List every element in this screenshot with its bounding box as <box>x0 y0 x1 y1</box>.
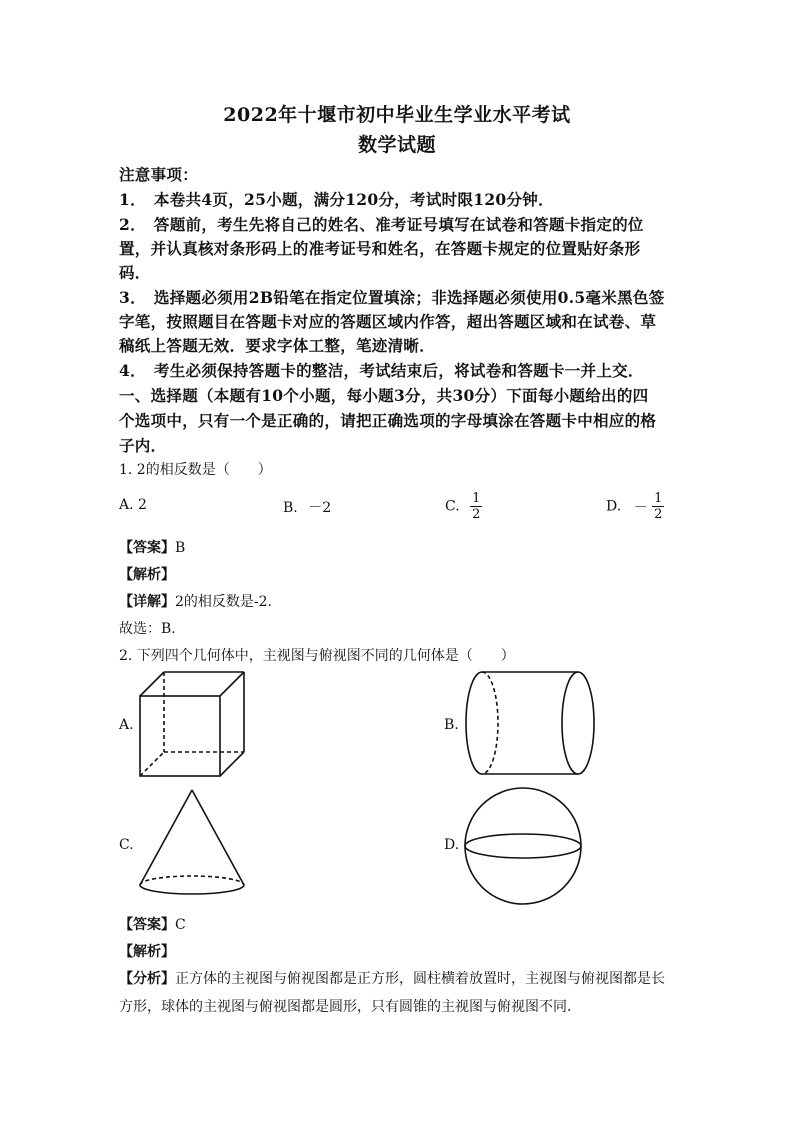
sphere-equator-front <box>465 846 581 858</box>
q1-option-c-label: C. <box>445 498 460 515</box>
q1-option-c-fraction <box>470 491 482 522</box>
q1-option-d <box>606 491 664 522</box>
fenxi-tag: 【分析】 <box>119 971 175 987</box>
q2-answer <box>119 914 186 934</box>
q1-option-b-value: －2 <box>308 500 332 516</box>
q1-detail <box>119 591 272 611</box>
section-heading: 个选项中，只有一个是正确的，请把正确选项的字母填涂在答题卡中相应的格 <box>119 411 657 430</box>
cylinder-left-hidden-arc <box>482 672 498 774</box>
cone-figure <box>138 788 248 898</box>
notice-item: 字笔，按照题目在答题卡对应的答题区域内作答，超出答题区域和在试卷、草 <box>119 312 657 331</box>
q2-fenxi-continued: 方形，球体的主视图与俯视图都是圆形，只有圆锥的主视图与俯视图不同． <box>119 999 581 1015</box>
q1-option-a: A. 2 <box>119 497 147 513</box>
q2-analysis-tag: 【解析】 <box>119 944 175 960</box>
q2-option-b-label: B. <box>444 717 459 733</box>
q1-option-d-fraction <box>652 491 664 522</box>
cube-edge <box>220 752 244 776</box>
fenxi-text: 正方体的主视图与俯视图都是正方形，圆柱横着放置时，主视图与俯视图都是长 <box>175 971 665 987</box>
q2-fenxi <box>119 968 665 988</box>
fraction-denominator: 2 <box>654 507 663 522</box>
q1-option-b <box>283 497 331 517</box>
q1-answer <box>119 537 185 557</box>
answer-tag: 【答案】 <box>119 540 175 556</box>
detail-text: 2的相反数是-2. <box>175 594 272 610</box>
notice-item: 2． 答题前，考生先将自己的姓名、准考证号填写在试卷和答题卡指定的位 <box>119 215 644 234</box>
notice-item: 置，并认真核对条形码上的准考证号和姓名，在答题卡规定的位置贴好条形 <box>119 239 641 258</box>
detail-tag: 【详解】 <box>119 594 175 610</box>
section-heading: 一、选择题（本题有10个小题，每小题3分，共30分）下面每小题给出的四 <box>119 386 649 405</box>
q2-option-c-label: C. <box>119 837 134 853</box>
notice-item: 4． 考生必须保持答题卡的整洁，考试结束后，将试卷和答题卡一并上交． <box>119 361 644 380</box>
cone-side <box>192 790 244 885</box>
answer-tag: 【答案】 <box>119 917 175 933</box>
fraction-denominator: 2 <box>472 507 481 522</box>
q1-option-d-label: D. <box>606 498 622 515</box>
cube-hidden-edge <box>140 752 164 776</box>
fraction-numerator: 1 <box>472 491 481 506</box>
notice-item: 稿纸上答题无效．要求字体工整，笔迹清晰． <box>119 336 436 355</box>
cone-base-hidden <box>140 876 244 885</box>
cube-edge <box>140 672 164 696</box>
answer-value: B <box>175 540 186 556</box>
fraction-numerator: 1 <box>654 491 663 506</box>
q1-option-d-sign: － <box>633 499 648 516</box>
cube-figure <box>138 670 248 780</box>
cone-base-front <box>140 885 244 894</box>
question-1-stem: 1. 2的相反数是（ ） <box>119 462 272 478</box>
sphere-figure <box>463 786 585 908</box>
q1-option-b-label: B. <box>283 500 298 516</box>
question-2-stem: 2. 下列四个几何体中，主视图与俯视图不同的几何体是（ ） <box>119 648 515 664</box>
q1-analysis-tag: 【解析】 <box>119 567 175 583</box>
q1-option-c <box>445 491 482 522</box>
notice-item: 码． <box>119 263 151 282</box>
notice-item: 1． 本卷共4页，25小题，满分120分，考试时限120分钟． <box>119 190 554 209</box>
cone-side <box>140 790 192 885</box>
exam-title: 2022年十堰市初中毕业生学业水平考试 <box>223 104 571 126</box>
q2-option-a-label: A. <box>119 717 134 733</box>
cylinder-right-end <box>562 672 594 774</box>
section-heading: 子内． <box>119 436 167 455</box>
sphere-outline <box>465 788 581 904</box>
q2-option-d-label: D. <box>444 837 460 853</box>
exam-subtitle: 数学试题 <box>357 134 436 156</box>
cylinder-figure <box>464 670 600 778</box>
cylinder-left-front-arc <box>466 672 482 774</box>
cube-edge <box>220 672 244 696</box>
answer-value: C <box>175 917 186 933</box>
sphere-equator-back <box>465 834 581 846</box>
notice-item: 3． 选择题必须用2B铅笔在指定位置填涂；非选择题必须使用0.5毫米黑色签 <box>119 288 665 307</box>
notice-heading: 注意事项： <box>119 165 199 184</box>
q1-conclusion: 故选：B. <box>119 621 176 637</box>
